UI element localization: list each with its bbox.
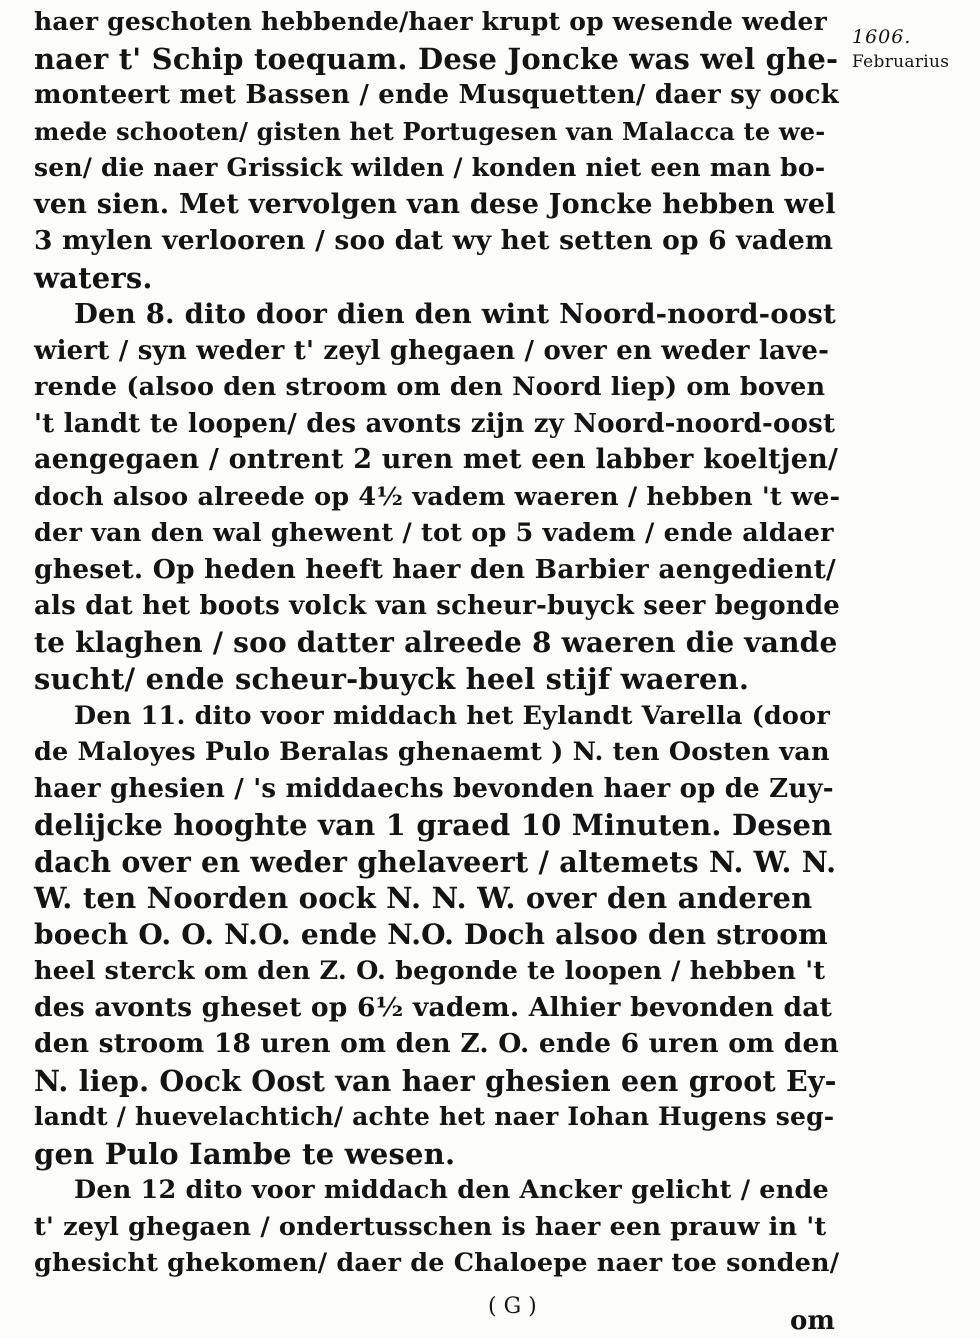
text-line: aengegaen / ontrent 2 uren met een labber koeltjen/ (34, 444, 839, 475)
text-line: Den 11. dito voor middach het Eylandt Varella (door (74, 700, 830, 731)
text-line: Den 12 dito voor middach den Ancker gelicht / ende (74, 1175, 829, 1205)
text-line: de Maloyes Pulo Beralas ghenaemt ) N. ten Oosten van (34, 737, 830, 767)
text-line: ghesicht ghekomen/ daer de Chaloepe naer toe sonden/ (34, 1248, 840, 1278)
text-line: monteert met Bassen / ende Musquetten/ daer sy oock (34, 80, 839, 110)
text-line: den stroom 18 uren om den Z. O. ende 6 uren om den (34, 1028, 840, 1059)
paragraph (34, 698, 844, 1173)
body-text (34, 4, 844, 1282)
catchword: om (790, 1306, 835, 1336)
paragraph (34, 296, 844, 698)
text-line: sucht/ ende scheur-buyck heel stijf waeren. (34, 662, 750, 696)
text-line: naer t' Schip toequam. Dese Joncke was wel ghe- (34, 41, 839, 76)
text-line: waters. (34, 260, 153, 295)
signature-mark: ( G ) (488, 1294, 537, 1319)
text-line: mede schooten/ gisten het Portugesen van Malacca te we- (34, 116, 826, 146)
text-line: doch alsoo alreede op 4½ vadem waeren / hebben 't we- (34, 481, 841, 512)
paragraph (34, 4, 844, 296)
text-line: boech O. O. N.O. ende N.O. Doch alsoo den stroom (34, 917, 828, 951)
text-line: haer geschoten hebbende/haer krupt op wesende weder (34, 7, 827, 36)
text-line: des avonts gheset op 6½ vadem. Alhier bevonden dat (34, 991, 833, 1023)
text-line: t' zeyl ghegaen / ondertusschen is haer een prauw in 't (34, 1211, 827, 1242)
text-line: W. ten Noorden oock N. N. W. over den anderen (34, 881, 813, 915)
text-line: gheset. Op heden heeft haer den Barbier aengedient/ (34, 553, 836, 585)
text-line: 3 mylen verlooren / soo dat wy het setten op 6 vadem (34, 225, 834, 256)
text-line: ven sien. Met vervolgen van dese Joncke hebben wel (34, 188, 836, 220)
paragraph (34, 1172, 844, 1282)
text-line: als dat het boots volck van scheur-buyck seer begonde (34, 591, 841, 621)
text-line: delijcke hooghte van 1 graed 10 Minuten. Desen (34, 808, 833, 842)
text-line: N. liep. Oock Oost van haer ghesien een groot Ey- (34, 1063, 837, 1098)
text-line: der van den wal ghewent / tot op 5 vadem / ende aldaer (34, 518, 834, 548)
text-line: heel sterck om den Z. O. begonde te loopen / hebben 't (34, 956, 826, 986)
text-line: Den 8. dito door dien den wint Noord-noord-oost (74, 298, 836, 330)
text-line: te klaghen / soo datter alreede 8 waeren die vande (34, 625, 838, 659)
text-line: landt / huevelachtich/ achte het naer Iohan Hugens seg- (34, 1102, 835, 1131)
text-line: gen Pulo Iambe te wesen. (34, 1136, 456, 1171)
text-line: haer ghesien / 's middaechs bevonden haer op de Zuy- (34, 773, 834, 804)
margin-year: 1606. (852, 26, 912, 48)
text-line: 't landt te loopen/ des avonts zijn zy Noord-noord-oost (34, 408, 836, 439)
text-line: rende (alsoo den stroom om den Noord liep) om boven (34, 372, 826, 402)
text-line: dach over en weder ghelaveert / altemets N. W. N. (34, 844, 837, 879)
margin-month: Februarius (852, 52, 950, 72)
text-line: sen/ die naer Grissick wilden / konden niet een man bo- (34, 153, 826, 182)
margin-notes (852, 24, 976, 74)
text-line: wiert / syn weder t' zeyl ghegaen / over en weder lave- (34, 335, 830, 366)
